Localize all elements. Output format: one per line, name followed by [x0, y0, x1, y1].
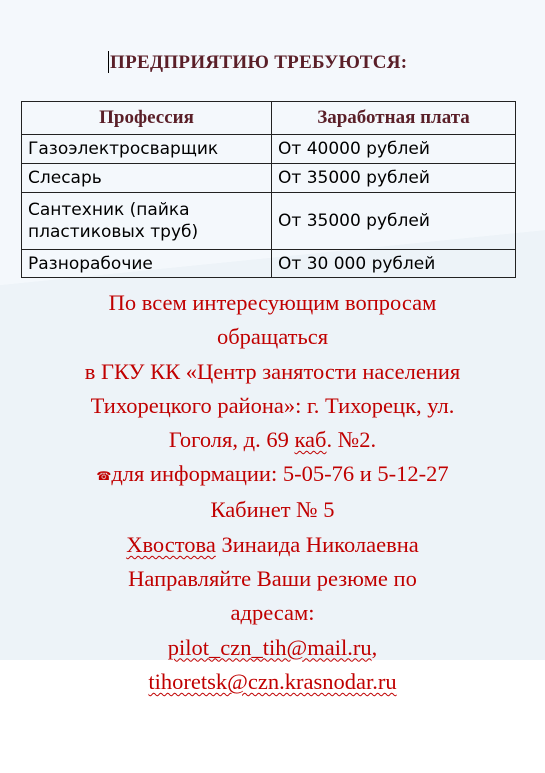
profession-line: пластиковых труб)	[28, 222, 199, 242]
info-line: в ГКУ КК «Центр занятости населения	[84, 358, 461, 384]
text-cursor	[108, 51, 109, 73]
salary-cell: От 40000 рублей	[272, 135, 516, 164]
phone-numbers: для информации: 5-05-76 и 5-12-27	[111, 461, 449, 487]
salary-cell: От 35000 рублей	[272, 164, 516, 193]
column-header-profession: Профессия	[22, 102, 272, 135]
salary-cell: От 35000 рублей	[272, 193, 516, 250]
profession-cell: Разнорабочие	[22, 250, 272, 278]
table-row	[22, 193, 516, 250]
phone-line	[40, 457, 505, 493]
page-title: ПРЕДПРИЯТИЮ ТРЕБУЮТСЯ:	[110, 52, 408, 73]
cabinet-abbr: каб	[294, 427, 327, 453]
salary-cell: От 30 000 рублей	[272, 250, 516, 278]
table-row	[22, 135, 516, 164]
contact-info	[40, 286, 505, 699]
address-text: Гоголя, д. 69	[168, 427, 295, 453]
info-line: адресам:	[230, 600, 315, 626]
info-line: По всем интересующим вопросам	[108, 290, 437, 315]
column-header-salary: Заработная плата	[272, 102, 516, 135]
table-row	[22, 250, 516, 278]
telephone-icon: ☎	[96, 469, 112, 484]
profession-cell: Слесарь	[22, 164, 272, 193]
address-line	[40, 423, 505, 457]
email-line	[40, 631, 505, 665]
vacancies-table	[21, 101, 516, 278]
email-line	[40, 665, 505, 699]
profession-cell: Газоэлектросварщик	[22, 135, 272, 164]
profession-line: Сантехник (пайка	[28, 200, 190, 220]
table-row	[22, 164, 516, 193]
email-link-1[interactable]: pilot_czn_tih@mail.ru	[167, 634, 372, 660]
profession-cell	[22, 193, 272, 250]
info-line: Кабинет № 5	[210, 497, 335, 523]
contact-name: Зинаида Николаевна	[215, 531, 419, 557]
separator: ,	[371, 634, 378, 660]
info-line: обращаться	[216, 324, 329, 350]
info-line: Тихорецкого района»: г. Тихорецк, ул.	[90, 392, 455, 418]
table-header-row	[22, 102, 516, 135]
email-link-2[interactable]: tihoretsk@czn.krasnodar.ru	[148, 668, 397, 694]
contact-surname: Хвостова	[126, 531, 216, 557]
cabinet-number: . №2.	[326, 427, 377, 453]
contact-person	[40, 528, 505, 562]
info-line: Направляйте Ваши резюме по	[128, 566, 417, 592]
